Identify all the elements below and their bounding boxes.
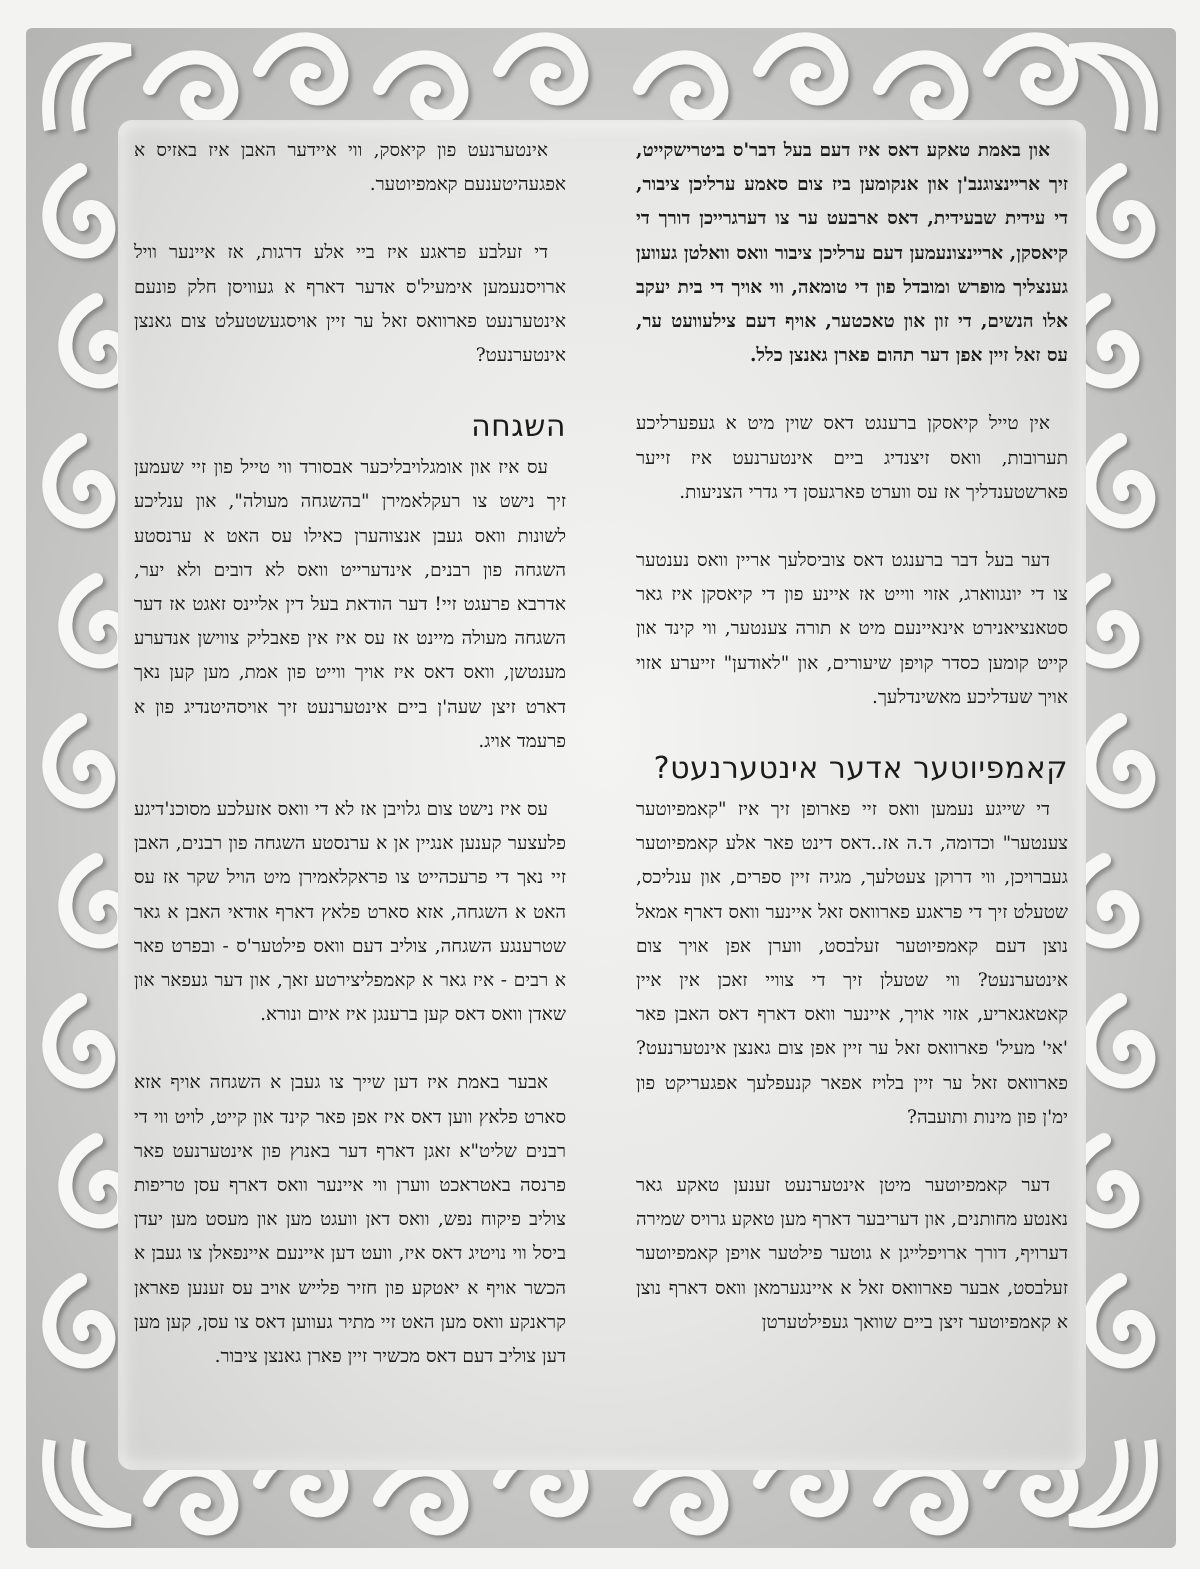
paragraph: אבער באמת איז דען שייך צו געבן א השגחה אויף אזא סארט פלאץ ווען דאס איז אפן פאר קינד און קייט, לויט ווי די רבנים שליט"א זאגן דארף דער באנוץ פון אינטערנעט פאר פרנסה באטראכט ווערן ווי איינער וואס דארף עסן טריפות צוליב פיקוח נפש, וואס דאן וועגט מען און מעסט מען יעדן ביסל ווי נויטיג דאס איז, וועט דען איינעם איינפאלן צו געבן א הכשר אויף א יאטקע פון חזיר פלייש אויב עס זענען פאראן קראנקע וואס מען האט זיי מתיר געווען דאס צו עסן, קען מען דען צוליב דעם דאס מכשיר זיין פארן גאנצן ציבור. <box>134 1072 566 1368</box>
paragraph: דער בעל דבר ברענגט דאס צוביסלעך אריין וואס נענטער צו די יונגווארג, אזוי ווייט אז איינע פון די קיאסקן איז גאר סטאנציאנירט אינאיינעם מיט א תורה צענטער, ווי קינד און קייט קומען כסדר קויפן שיעורים, און "לאודען" זייערע אזוי אויך שעדליכע מאשינדלעך. <box>636 550 1068 708</box>
paragraph: אין טייל קיאסקן ברענגט דאס שוין מיט א געפערליכע תערובות, וואס זיצנדיג ביים אינטערנעט איז זייער פארשטענדליך אז עס ווערט פארגעסן די גדרי הצניעות. <box>636 413 1068 503</box>
paragraph: די זעלבע פראגע איז ביי אלע דרגות, אז איינער וויל ארויסנעמען אימעיל'ס אדער דארף א געוויסן חלק פונעם אינטערנעט פארוואס זאל ער זיין אויסגעשטעלט צום גאנצן אינטערנעט? <box>134 242 566 367</box>
paragraph: עס איז און אומגלויבליכער אבסורד ווי טייל פון זיי שעמען זיך נישט צו רעקלאמירן "בהשגחה מעולה", און ענליכע לשונות וואס געבן אנצוהערן כאילו עס האט א ערנסטע השגחה פון רבנים, אינדערייט וואס לא דובים ולא יער, אדרבא פרעגט זיי! דער הודאת בעל דין אליינס זאגט אז דער השגחה מעולה מיינט אז עס איז אין פאבליק צווישן אנדערע מענטשן, וואס דאס איז אויך ווייט פון אמת, מען קען נאך דארט זיצן שעה'ן ביים אינטערנעט זיך אויסהיטנדיג פון א פרעמד אויג. <box>134 457 566 752</box>
section-heading: קאמפיוטער אדער אינטערנעט? <box>653 751 1068 787</box>
paragraph: אינטערנעט פון קיאסק, ווי איידער האבן איז באזיס א אפגעהיטענעם קאמפיוטער. <box>134 140 566 196</box>
paragraph: די שייגע נעמען וואס זיי פארופן זיך איז "קאמפיוטער צענטער" וכדומה, ד.ה אז..דאס דינט פאר אלע קאמפיוטער געברויכן, ווי דרוקן צעטלעך, מגיה זיין ספרים, און ענליכס, שטעלט זיך די פראגע פארוואס זאל איינער וואס דארף אמאל נוצן דעם קאמפיוטער זעלבסט, ווערן אפן אויך צום אינטערנעט? ווי שטעלן זיך די צוויי זאכן אין איין קאטאגאריע, אזוי אויך, איינער וואס דארף דאס האבן פאר 'אי' מעיל' פארוואס זאל ער זיין אפן צום גאנצן אינטערנעט? פארוואס זאל ער זיין בלויז אפאר קנעפלעך אפגעריקט פון ימ'ן פון מינות ותועבה? <box>636 799 1068 1128</box>
paragraph: עס איז נישט צום גלויבן אז לא די וואס אזעלכע מסוכנ'דיגע פלעצער קענען אנגיין אן א ערנסטע השגחה פון רבנים, האבן זיי נאך די פרעכהייט צו פראקלאמירן מיט הויל שקר אז עס האט א השגחה, אזא סארט פלאץ דארף אודאי האבן א גאר שטרענגע השגחה, צוליב דעם וואס פילטער'ס - ובפרט פאר א רבים - איז גאר א קאמפליצירטע זאך, און דער געפאר און שאדן וואס דאס קען ברענגן איז איום ונורא. <box>134 799 566 1026</box>
section-heading: השגחה <box>471 409 566 445</box>
paragraph: און באמת טאקע דאס איז דעם בעל דבר'ס ביטרישקייט, זיך ארײנצוגנב'ן און אנקומען ביז צום סאמע ערליכן ציבור, די עידית שבעידית, דאס ארבעט ער צו דערגרייכן דורך די קיאסקן, ארײנצונעמען דעם ערליכן ציבור וואס וואלטן געווען גענצליך מופרש ומובדל פון די טומאה, ווי אויך די בית יעקב אלו הנשים, די זון און טאכטער, אויף דעם צילעוועט ער, עס זאל זיין אפן דער תהום פארן גאנצן כלל. <box>636 140 1068 367</box>
paragraph: דער קאמפיוטער מיטן אינטערנעט זענען טאקע גאר נאנטע מחותנים, און דעריבער דארף מען טאקע גרויס שמירה דערויף, דורך ארויפלייגן א גוטער פילטער אויפן קאמפיוטער זעלבסט, אבער פארוואס זאל א איינגערמאן וואס דארף נוצן א קאמפיוטער זיצן ביים שוואך געפילטערטן <box>636 1175 1068 1333</box>
left-column <box>134 134 566 1408</box>
right-column <box>636 134 1068 1374</box>
